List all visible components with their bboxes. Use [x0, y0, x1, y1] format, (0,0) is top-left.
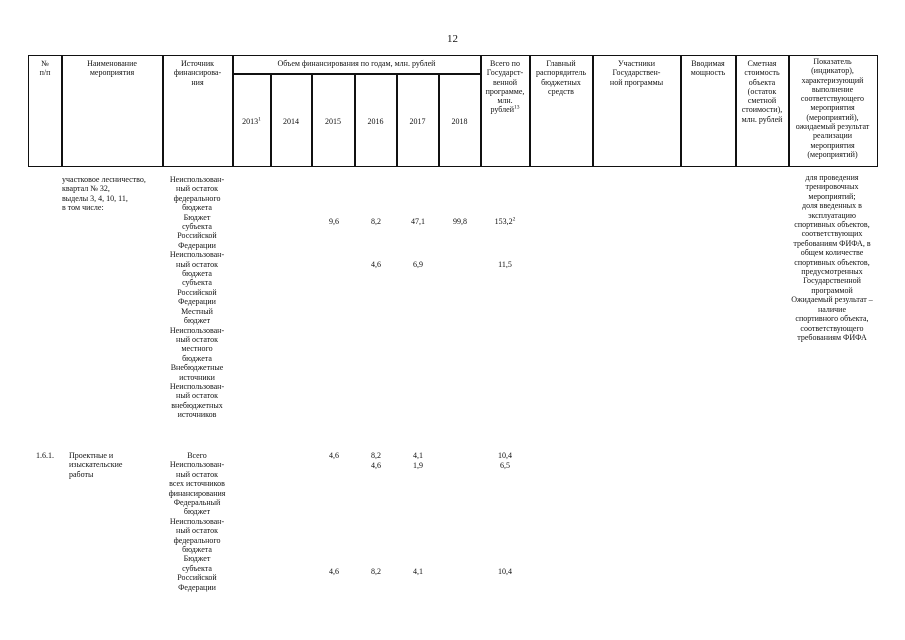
- value-item-subject-total: 10,4: [498, 567, 512, 576]
- indicator-text: для проведения тренировочных мероприятий; доля введенных в эксплуатацию спортивных объектов, соответствующих требованиям ФИФА, в общем количестве спортивных объектов, предусмотренных Государственной программой Ожидаемый результат – наличие спортивного объекта, соответствующего требованиям ФИФА: [791, 173, 873, 342]
- header-label-source: Источник финансирова- ния: [173, 59, 222, 87]
- header-label-capacity: Вводимая мощность: [690, 59, 726, 78]
- header-label-manager: Главный распорядитель бюджетных средств: [535, 59, 587, 96]
- value-row-a-2017: 47,1: [411, 217, 425, 226]
- header-label-volume: Объем финансирования по годам, млн. рублей: [277, 59, 436, 68]
- header-label-participants: Участники Государствен- ной программы: [609, 59, 664, 87]
- header-label-year-2014: 2014: [283, 117, 299, 126]
- value-item-subject-2015: 4,6: [329, 567, 339, 576]
- header-label-year-2018: 2018: [451, 117, 468, 126]
- header-label-year-2017: 2017: [409, 117, 426, 126]
- header-label-name: Наименование мероприятия: [87, 59, 137, 78]
- value-item-subject-2017: 4,1: [413, 567, 423, 576]
- value-item-unused-2016: 4,6: [371, 461, 381, 470]
- value-row-a-total: 153,2$^2$: [494, 216, 516, 226]
- header-label-year-2013: 2013$^1$: [242, 116, 261, 126]
- value-row-a-2015: 9,6: [329, 217, 339, 226]
- value-row-a-2018: 99,8: [453, 217, 467, 226]
- value-item-unused-total: 6,5: [500, 461, 510, 470]
- value-item-subject-2016: 8,2: [371, 567, 381, 576]
- value-row-b-2017: 6,9: [413, 260, 423, 269]
- item-name: Проектные и изыскательские работы: [69, 451, 123, 479]
- value-item-total-2017: 4,1: [413, 451, 423, 460]
- value-row-b-total: 11,5: [498, 260, 512, 269]
- header-label-year-2015: 2015: [325, 117, 341, 126]
- value-row-a-2016: 8,2: [371, 217, 381, 226]
- page-number: 12: [447, 33, 458, 45]
- header-label-year-2016: 2016: [367, 117, 384, 126]
- value-item-total-2016: 8,2: [371, 451, 381, 460]
- item-number: 1.6.1.: [36, 451, 54, 460]
- header-label-total: Всего по Государст- венной программе, млн. рублей$^{13}$: [485, 59, 525, 115]
- header-label-num: № п/п: [39, 59, 51, 78]
- value-row-b-2016: 4,6: [371, 260, 381, 269]
- header-label-cost: Сметная стоимость объекта (остаток сметной стоимости), млн. рублей: [741, 59, 783, 124]
- row-name-continued: участковое лесничество, квартал № 32, выделы 3, 4, 10, 11, в том числе:: [62, 175, 146, 213]
- value-item-total-2015: 4,6: [329, 451, 339, 460]
- value-item-unused-2017: 1,9: [413, 461, 423, 470]
- value-item-total-total: 10,4: [498, 451, 512, 460]
- item-sources-list: Всего Неиспользован- ный остаток всех источников финансирования Федеральный бюджет Неиспользован- ный остаток федерального бюджета Бюджет субъекта Российской Федерации: [168, 451, 226, 592]
- row-sources-list: Неиспользован- ный остаток федерального бюджета Бюджет субъекта Российской Федерации Неиспользован- ный остаток бюджета субъекта Российской Федерации Местный бюджет Неиспользован- ный остаток местного бюджета Внебюджетные источники Неиспользован- ный остаток внебюджетных источников: [169, 175, 225, 420]
- header-label-indicator: Показатель (индикатор), характеризующий выполнение соответствующего мероприятия (мероприятий), ожидаемый результат реализации мероприятия (мероприятий): [795, 57, 870, 159]
